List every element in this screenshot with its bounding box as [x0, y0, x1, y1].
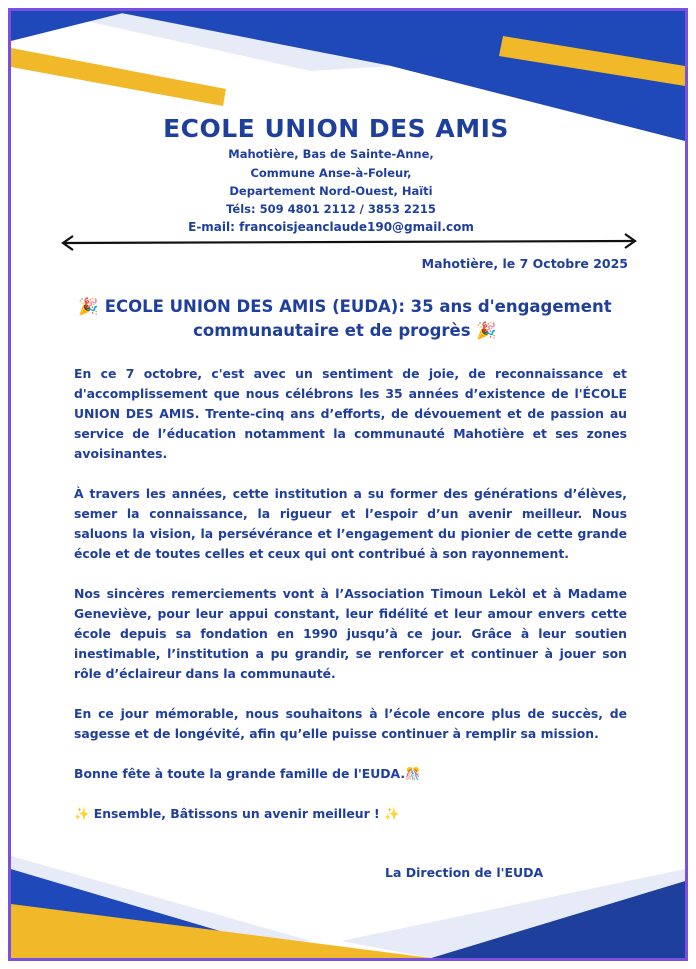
signature: La Direction de l'EUDA	[385, 865, 544, 880]
paragraph-4: En ce jour mémorable, nous souhaitons à l’école encore plus de succès, de sagesse et de longévité, afin qu’elle puisse continuer à remplir sa mission.	[74, 706, 627, 741]
address-line-3: Departement Nord-Ouest, Haïti	[229, 184, 433, 198]
letter-page	[8, 8, 688, 961]
phone-line: Téls: 509 4801 2112 / 3853 2215	[226, 202, 436, 216]
paragraph-3: Nos sincères remerciements vont à l’Association Timoun Lekòl et à Madame Geneviève, pour leur appui constant, leur fidélité et leur amour envers cette école depuis sa fondation en 1990 jusqu’à ce jour. Grâce à leur soutien inestimable, l’institution a pu grandir, se renforcer et continuer à jouer son rôle d’éclaireur dans la communauté.	[74, 586, 627, 681]
confetti-icon: 🎊	[405, 766, 421, 781]
address-line-1: Mahotière, Bas de Sainte-Anne,	[228, 147, 434, 161]
double-arrow-divider	[59, 233, 639, 253]
paragraph-1: En ce 7 octobre, c'est avec un sentiment de joie, de reconnaissance et d'accomplissement que nous célébrons les 35 années d’existence de l'ÉCOLE UNION DES AMIS. Trente-cinq ans d’efforts, de dévouement et de passion au service de l’éducation notamment la communauté Mahotière et ses zones avoisinantes.	[74, 366, 627, 461]
sparkles-icon: ✨	[384, 806, 400, 821]
school-name: ECOLE UNION DES AMIS	[163, 114, 509, 143]
motto-text: Ensemble, Bâtissons un avenir meilleur !	[93, 806, 380, 821]
address-line-2: Commune Anse-à-Foleur,	[250, 166, 412, 180]
motto-line	[74, 804, 627, 824]
email-line: E-mail: francoisjeanclaude190@gmail.com	[188, 220, 474, 234]
sparkles-icon: ✨	[74, 806, 90, 821]
closing-line	[74, 764, 627, 784]
paragraph-2: À travers les années, cette institution a su former des générations d’élèves, semer la connaissance, la rigueur et l’espoir d’un avenir meilleur. Nous saluons la vision, la persévérance et l’engagement du pionier de cette grande école et de toutes celles et ceux qui ont contribué à son rayonnement.	[74, 486, 627, 561]
party-popper-icon: 🎉	[476, 321, 497, 340]
title-text: ECOLE UNION DES AMIS (EUDA): 35 ans d'engagement communautaire et de progrès	[104, 297, 612, 340]
closing-text: Bonne fête à toute la grande famille de l'EUDA.	[74, 766, 406, 781]
party-popper-icon: 🎉	[78, 297, 99, 316]
top-left-yellow-stripe	[11, 48, 226, 106]
letter-date: Mahotière, le 7 Octobre 2025	[421, 256, 628, 271]
letter-title	[75, 295, 615, 343]
